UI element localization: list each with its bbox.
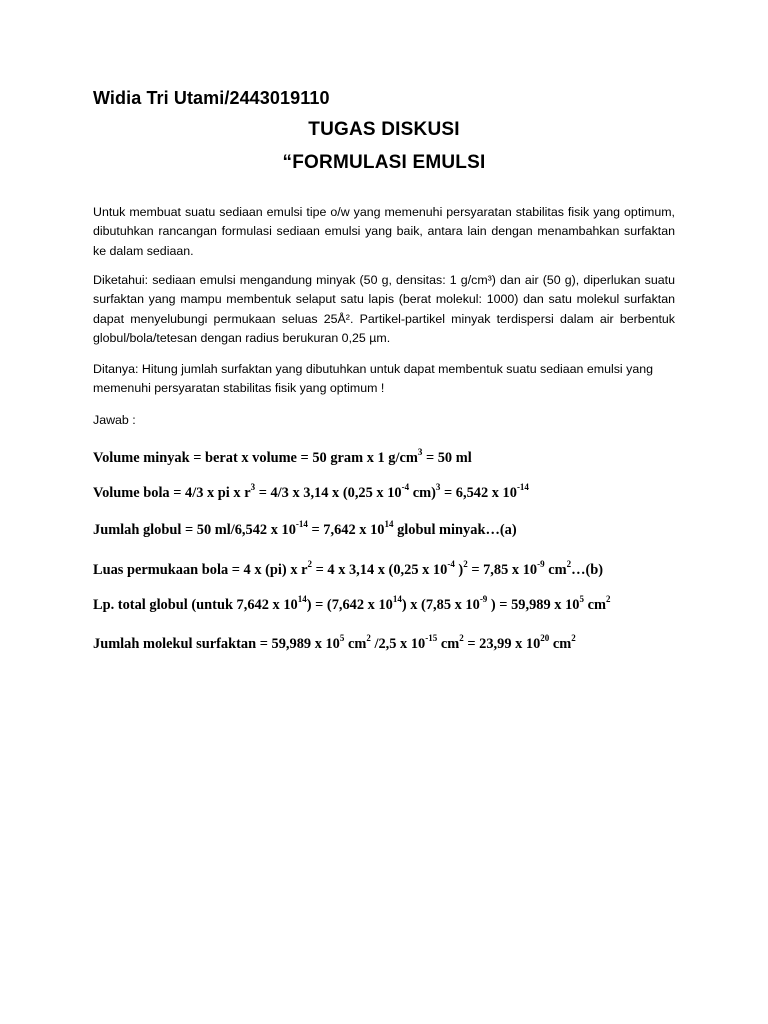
eq-text: cm [544, 562, 567, 578]
eq-text: …(b) [571, 562, 604, 578]
eq-superscript: 5 [339, 633, 345, 644]
eq-text: = 7,642 x 10 [307, 522, 385, 538]
eq-text: /2,5 x 10 [370, 636, 426, 652]
eq-text: Lp. total globul (untuk 7,642 x 10 [93, 597, 298, 613]
eq-superscript: 2 [571, 633, 576, 644]
eq-text: = 7,85 x 10 [467, 562, 538, 578]
equation-volume-bola [93, 482, 529, 502]
equation-volume-minyak [93, 447, 472, 467]
eq-text: ) = (7,642 x 10 [306, 597, 393, 613]
eq-superscript: 3 [435, 482, 441, 493]
eq-superscript: -14 [295, 519, 308, 530]
eq-superscript: -4 [447, 559, 455, 570]
author-line: Widia Tri Utami/2443019110 [93, 88, 330, 108]
equation-lp-total-globul [93, 594, 611, 614]
eq-superscript: 14 [392, 594, 402, 605]
eq-superscript: 3 [250, 482, 256, 493]
eq-superscript: -9 [537, 559, 545, 570]
eq-superscript: 2 [463, 559, 468, 570]
equation-jumlah-globul [93, 519, 517, 539]
eq-text: Volume minyak = berat x volume = 50 gram x 1 g/cm [93, 450, 418, 466]
equation-jumlah-molekul-surfaktan [93, 633, 576, 653]
eq-superscript: 14 [297, 594, 307, 605]
eq-text: cm [437, 636, 460, 652]
eq-text: = 23,99 x 10 [463, 636, 541, 652]
eq-superscript: 2 [366, 633, 371, 644]
eq-text: cm [583, 597, 606, 613]
eq-text: = 50 ml [422, 450, 472, 466]
title-line-1: TUGAS DISKUSI [308, 119, 460, 140]
eq-text: ) = 59,989 x 10 [487, 597, 580, 613]
equation-luas-permukaan-bola [93, 559, 604, 579]
eq-text: = 4/3 x 3,14 x (0,25 x 10 [255, 485, 402, 501]
eq-text: Luas permukaan bola = 4 x (pi) x r [93, 562, 308, 578]
eq-superscript: 2 [459, 633, 464, 644]
eq-text: Jumlah molekul surfaktan = 59,989 x 10 [93, 636, 340, 652]
eq-text: = 6,542 x 10 [440, 485, 517, 501]
eq-text: cm [344, 636, 367, 652]
eq-superscript: 3 [417, 447, 423, 458]
answer-label: Jawab : [93, 413, 136, 427]
eq-text: Volume bola = 4/3 x pi x r [93, 485, 251, 501]
eq-text: globul minyak…(a) [393, 522, 517, 538]
eq-text: ) x (7,85 x 10 [401, 597, 480, 613]
eq-superscript: -15 [425, 633, 438, 644]
eq-superscript: -14 [516, 482, 529, 493]
eq-superscript: 14 [384, 519, 394, 530]
eq-text: Jumlah globul = 50 ml/6,542 x 10 [93, 522, 296, 538]
eq-superscript: -9 [479, 594, 488, 605]
eq-text: cm [549, 636, 572, 652]
given-paragraph: Diketahui: sediaan emulsi mengandung minyak (50 g, densitas: 1 g/cm³) dan air (50 g), diperlukan suatu surfaktan yang mampu membentuk selaput satu lapis (berat molekul: 1000) dan satu molekul surfaktan dapat menyelubungi permukaan seluas 25Å². Partikel-partikel minyak terdispersi dalam air berbentuk globul/bola/tetesan dengan radius berukuran 0,25 µm. [93, 273, 675, 346]
eq-superscript: 20 [540, 633, 550, 644]
eq-text: cm) [409, 485, 436, 501]
eq-superscript: 2 [605, 594, 611, 605]
eq-text: = 4 x 3,14 x (0,25 x 10 [312, 562, 448, 578]
eq-superscript: 5 [579, 594, 584, 605]
intro-paragraph: Untuk membuat suatu sediaan emulsi tipe o/w yang memenuhi persyaratan stabilitas fisik yang optimum, dibutuhkan rancangan formulasi sediaan emulsi yang baik, antara lain dengan menambahkan surfaktan ke dalam sediaan. [93, 205, 675, 258]
title-line-2: “FORMULASI EMULSI [282, 152, 486, 173]
eq-text: ) [454, 562, 464, 578]
eq-superscript: -4 [401, 482, 410, 493]
question-paragraph: Ditanya: Hitung jumlah surfaktan yang dibutuhkan untuk dapat membentuk suatu sediaan emulsi yang memenuhi persyaratan stabilitas fisik yang optimum ! [93, 362, 653, 396]
eq-superscript: 2 [566, 559, 572, 570]
eq-superscript: 2 [307, 559, 312, 570]
